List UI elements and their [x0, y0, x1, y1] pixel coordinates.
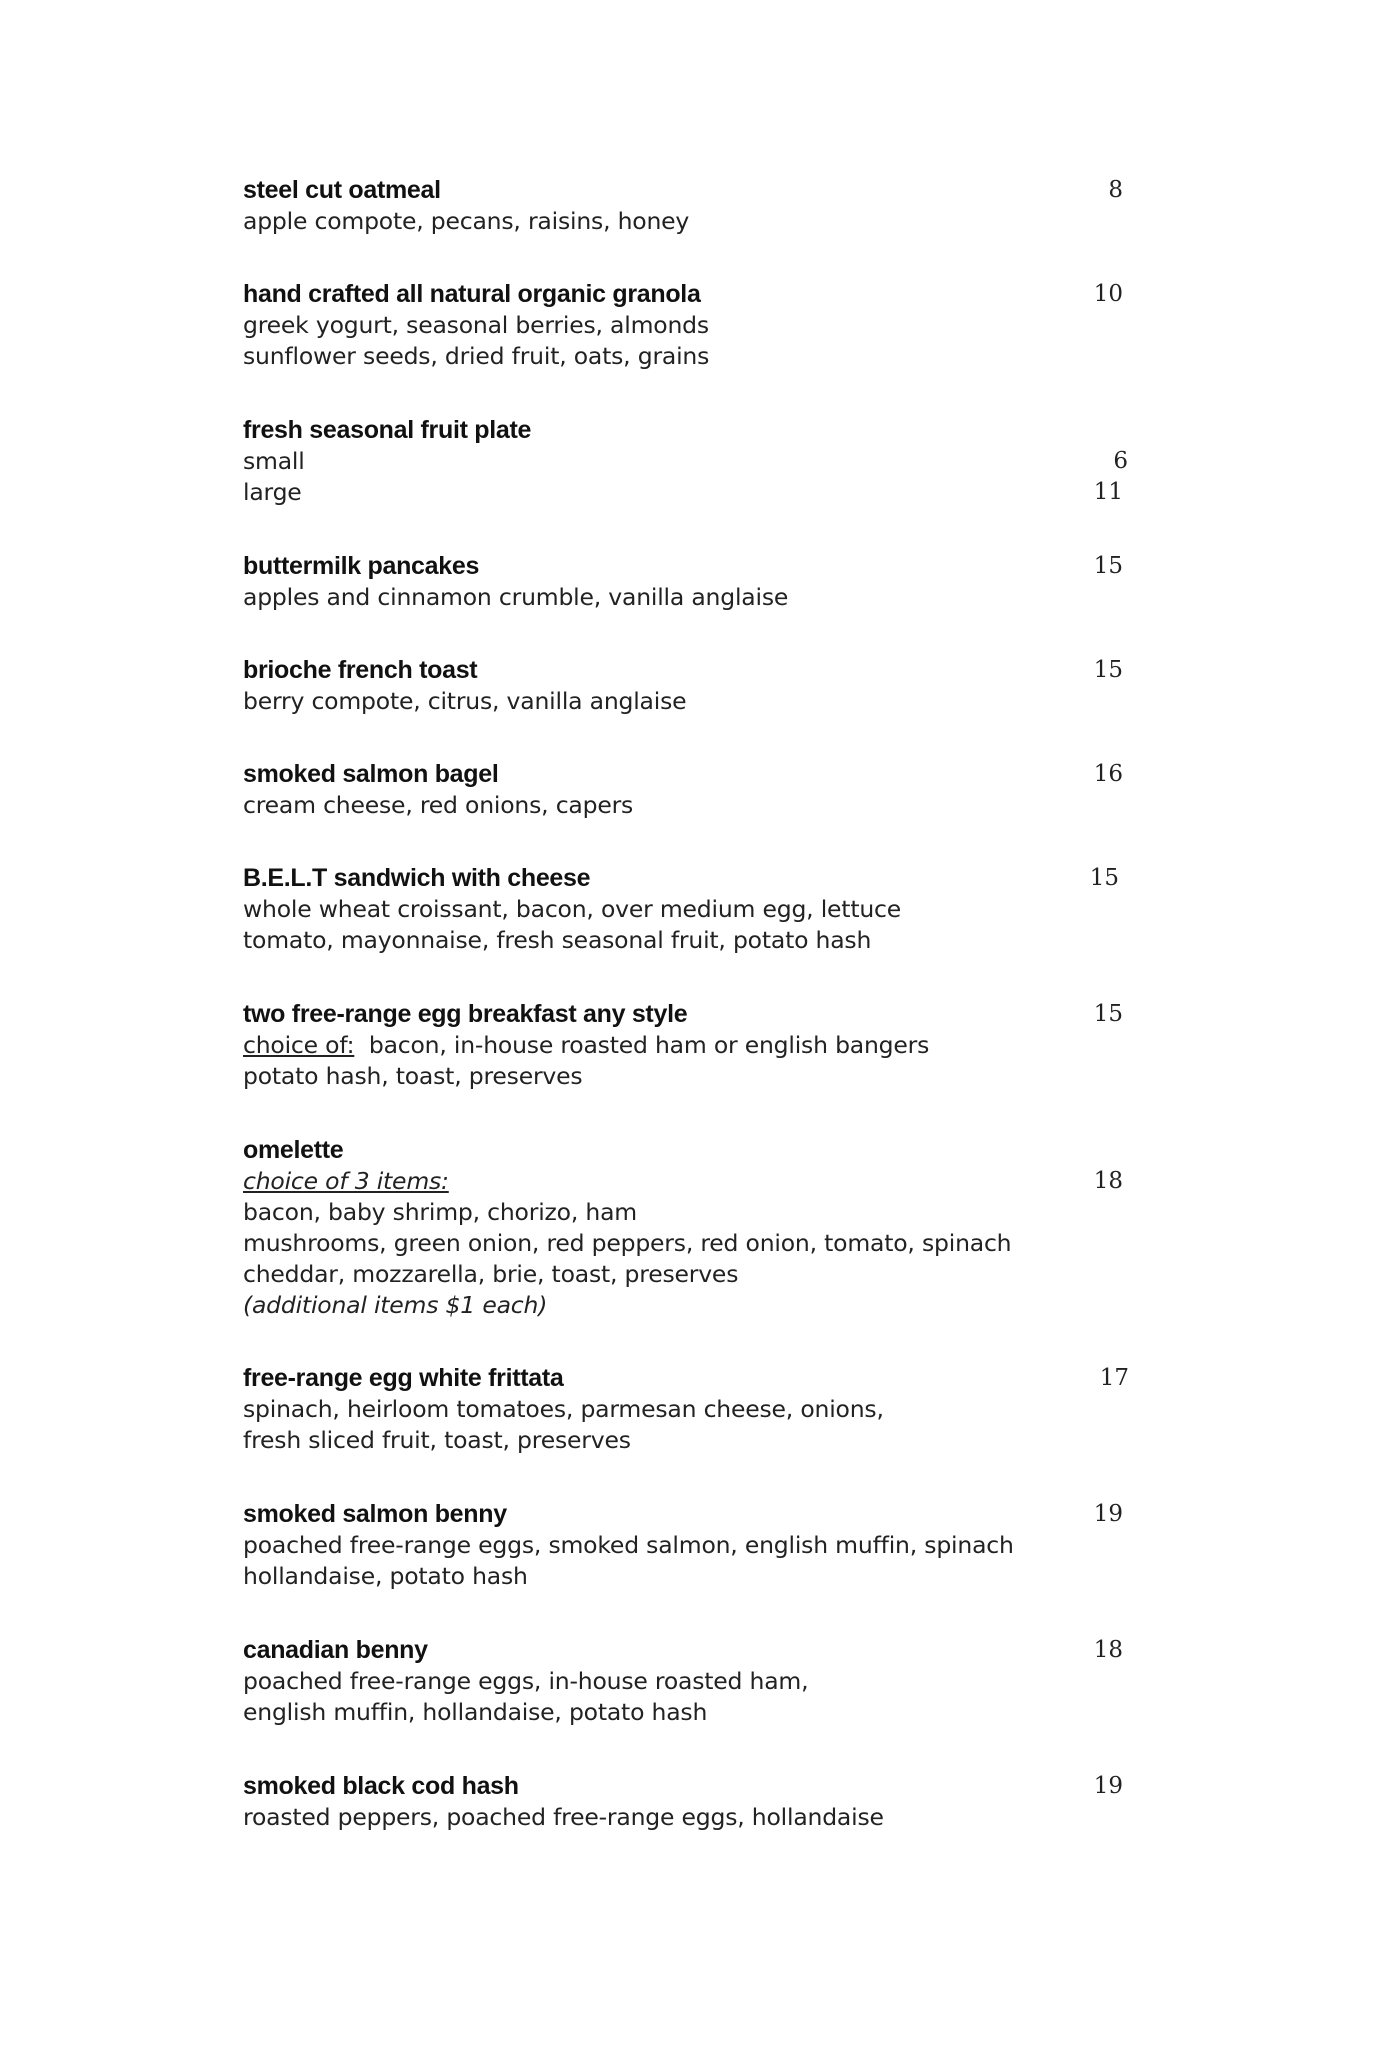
item-price: 15	[1093, 657, 1123, 683]
item-name: canadian benny	[243, 1636, 428, 1664]
item-description: sunflower seeds, dried fruit, oats, grains	[243, 342, 710, 370]
size-price-small: 6	[1113, 448, 1128, 474]
size-label-small: small	[243, 447, 305, 475]
size-label-large: large	[243, 478, 302, 506]
item-description: berry compote, citrus, vanilla anglaise	[243, 687, 687, 715]
item-name: smoked salmon bagel	[243, 760, 499, 788]
choice-label: choice of:	[243, 1031, 355, 1059]
item-name: free-range egg white frittata	[243, 1364, 564, 1392]
item-description: roasted peppers, poached free-range eggs, hollandaise	[243, 1803, 884, 1831]
item-description: apples and cinnamon crumble, vanilla anglaise	[243, 583, 789, 611]
item-name: brioche french toast	[243, 656, 478, 684]
item-price: 16	[1093, 761, 1123, 787]
choice-label: choice of 3 items:	[243, 1167, 449, 1195]
item-description: spinach, heirloom tomatoes, parmesan cheese, onions,	[243, 1395, 884, 1423]
item-price: 19	[1093, 1773, 1123, 1799]
item-name: fresh seasonal fruit plate	[243, 416, 532, 444]
item-description: apple compote, pecans, raisins, honey	[243, 207, 690, 235]
item-price: 15	[1093, 1001, 1123, 1027]
item-description: mushrooms, green onion, red peppers, red onion, tomato, spinach	[243, 1229, 1012, 1257]
item-price: 18	[1093, 1637, 1123, 1663]
size-price-large: 11	[1093, 479, 1123, 505]
choice-options: bacon, in-house roasted ham or english bangers	[354, 1031, 930, 1059]
item-description: tomato, mayonnaise, fresh seasonal fruit, potato hash	[243, 926, 872, 954]
item-description: hollandaise, potato hash	[243, 1562, 528, 1590]
item-name: steel cut oatmeal	[243, 176, 441, 204]
item-description: cream cheese, red onions, capers	[243, 791, 634, 819]
item-description: poached free-range eggs, in-house roasted ham,	[243, 1667, 809, 1695]
item-note: (additional items $1 each)	[243, 1291, 548, 1319]
item-price: 18	[1093, 1168, 1123, 1194]
item-description: fresh sliced fruit, toast, preserves	[243, 1426, 631, 1454]
item-description: poached free-range eggs, smoked salmon, english muffin, spinach	[243, 1531, 1014, 1559]
item-price: 10	[1093, 281, 1123, 307]
item-description: cheddar, mozzarella, brie, toast, preserves	[243, 1260, 739, 1288]
item-description: potato hash, toast, preserves	[243, 1062, 583, 1090]
item-name: buttermilk pancakes	[243, 552, 480, 580]
item-name: smoked salmon benny	[243, 1500, 507, 1528]
item-name: hand crafted all natural organic granola	[243, 280, 701, 308]
item-price: 8	[1108, 177, 1123, 203]
item-description: english muffin, hollandaise, potato hash	[243, 1698, 708, 1726]
item-price: 15	[1093, 553, 1123, 579]
item-description: greek yogurt, seasonal berries, almonds	[243, 311, 709, 339]
item-description: bacon, baby shrimp, chorizo, ham	[243, 1198, 637, 1226]
item-price: 19	[1093, 1501, 1123, 1527]
item-description: whole wheat croissant, bacon, over medium egg, lettuce	[243, 895, 902, 923]
item-name: smoked black cod hash	[243, 1772, 519, 1800]
item-name: omelette	[243, 1136, 344, 1164]
item-name: two free-range egg breakfast any style	[243, 1000, 688, 1028]
choice-line	[243, 1029, 929, 1061]
item-name: B.E.L.T sandwich with cheese	[243, 864, 591, 892]
item-price: 17	[1099, 1365, 1129, 1391]
item-price: 15	[1089, 865, 1119, 891]
